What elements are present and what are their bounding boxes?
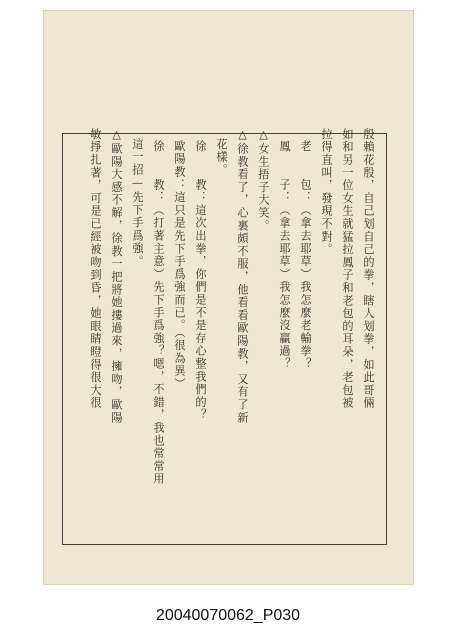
script-line-3: 拉得直叫，發現不對。 xyxy=(320,128,333,256)
script-line-10: 歐陽教：這只是先下手爲強而已。（很為異） xyxy=(173,140,186,391)
script-line-6: △女生捂子大笑。 xyxy=(257,128,270,233)
script-line-14: 敏掙扎著，可是已經被吻到昏，她眼睛瞪得很大很 xyxy=(89,128,102,410)
script-line-8: 花樣。 xyxy=(215,138,228,177)
script-line-5: 鳳 子：（拿去耶草）我怎麼沒贏過？ xyxy=(278,140,291,371)
script-line-7: △徐教看了，心裏頗不服，他看看歐陽教，又有了新 xyxy=(236,128,249,425)
script-line-11: 徐 教：（打著主意）先下手爲強？嗯，不錯，我也常常用 xyxy=(152,140,165,486)
script-line-9: 徐 教：這次出拳，你們是不是存心整我們的？ xyxy=(194,140,207,422)
script-line-2: 如和另一位女生就猛拉鳳子和老包的耳朵，老包被 xyxy=(341,128,354,410)
script-line-12: 這一招—先下手爲強。 xyxy=(131,138,144,268)
script-line-13: △歐陽大感不解，徐教一把將她摟過來，擁吻，歐陽 xyxy=(110,128,123,425)
script-line-1: 殷賴花殷，自己划自己的拳，瞎人划拳，如此哥倆 xyxy=(362,128,375,410)
image-caption: 20040070062_P030 xyxy=(155,607,301,624)
script-line-4: 老 包：（拿去耶草）我怎麼老輸拳？ xyxy=(299,140,312,371)
